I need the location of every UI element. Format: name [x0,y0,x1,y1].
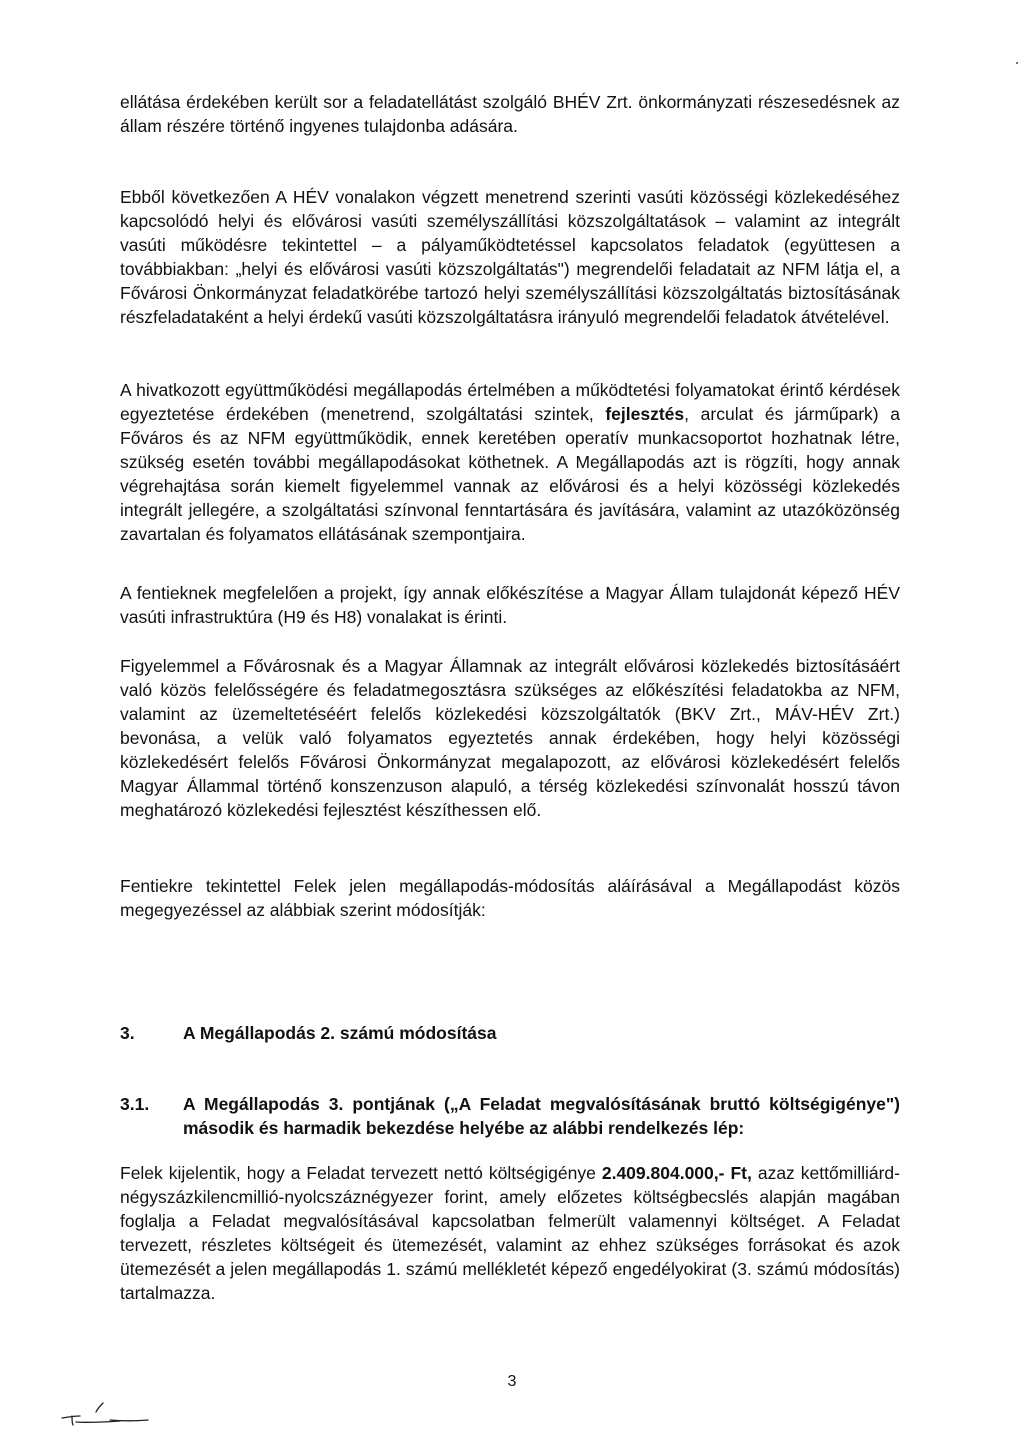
paragraph-2-text-start: A hivatkozott együttműködési megállapodás értelmében a működtetési folyamatokat érintő kérdések egyeztetése érdekében (menetrend, szolgáltatási szintek, [120,380,900,424]
paragraph-6-text-end: azaz kettőmilliárd-négyszázkilencmillió-nyolcszáznégyezer forint, amely előzetes költségbecslés alapján magában foglalja a Feladat megvalósításával kapcsolatban felmerült valamennyi költséget. A Feladat tervezett, részletes költségeit és ütemezését, valamint az ehhez szükséges forrásokat és azok ütemezését a jelen megállapodás 1. számú mellékletét képező engedélyokirat (3. számú módosítás) tartalmazza. [120,1163,900,1303]
paragraph-5-text: Fentiekre tekintettel Felek jelen megállapodás-módosítás aláírásával a Megállapodást közös megegyezéssel az alábbiak szerint módosítják: [120,876,900,920]
paragraph-project [120,581,900,629]
paragraph-4-text: Figyelemmel a Fővárosnak és a Magyar Államnak az integrált elővárosi közlekedés biztosításáért való közös felelősségére és feladatmegosztásra szükséges az előkészítési feladatokba az NFM, valamint az üzemeltetéséért felelős közlekedési közszolgáltatók (BKV Zrt., MÁV-HÉV Zrt.) bevonása, a velük való folyamatos egyeztetés annak érdekében, hogy helyi közösségi közlekedésért felelős Fővárosi Önkormányzat megalapozott, az elővárosi közlekedésért felelős Magyar Állammal történő konszenzuson alapuló, a térség közlekedési színvonalát hosszú távon meghatározó közlekedési fejlesztést készíthessen elő. [120,656,900,820]
paragraph-responsibility-shared [120,654,900,822]
paragraph-1-text: Ebből következően A HÉV vonalakon végzett menetrend szerinti vasúti közösségi közlekedéséhez kapcsolódó helyi és elővárosi vasúti személyszállítási közszolgáltatások – valamint az integrált vasúti működésre tekintettel – a pályaműködtetéssel kapcsolatos feladatok (együttesen a továbbiakban: „helyi és elővárosi vasúti közszolgáltatás") megrendelői feladatait az NFM látja el, a Fővárosi Önkormányzat feladatkörébe tartozó helyi személyszállítási közszolgáltatás biztosításának részfeladataként a helyi érdekű vasúti közszolgáltatásra irányuló megrendelői feladatok átvételével. [120,187,900,327]
intro-paragraph [120,90,900,138]
paragraph-2 [120,378,900,546]
scan-speck [1016,62,1018,64]
paragraph-agreement-amendment [120,874,900,922]
handwritten-initials [60,1390,150,1426]
cost-amount: 2.409.804.000,- Ft, [601,1163,752,1183]
paragraph-2-bold: fejlesztés [605,404,685,424]
section-heading [120,1021,900,1045]
paragraph-6 [120,1161,900,1305]
subsection-number: 3.1. [120,1094,150,1114]
subsection-title: A Megállapodás 3. pontjának („A Feladat megvalósításának bruttó költségigénye") második és harmadik bekezdése helyébe az alábbi rendelkezés lép: [183,1094,900,1138]
paragraph-2-text-end: , arculat és járműpark) a Főváros és az NFM együttműködik, ennek keretében operatív munkacsoportot hozhatnak létre, szükség esetén további megállapodásokat köthetnek. A Megállapodás azt is rögzíti, hogy annak végrehajtása során kiemelt figyelemmel vannak az elővárosi és a helyi közösségi közlekedés integrált jellegére, a szolgáltatási színvonal fenntartására és javítására, valamint az utazóközönség zavartalan és folyamatos ellátásának szempontjaira. [120,404,900,544]
subsection-heading [120,1092,900,1164]
paragraph-cooperation [120,378,900,546]
paragraph-3-text: A fentieknek megfelelően a projekt, így annak előkészítése a Magyar Állam tulajdonát képező HÉV vasúti infrastruktúra (H9 és H8) vonalakat is érinti. [120,583,900,627]
paragraph-cost [120,1161,900,1305]
paragraph-responsibilities [120,185,900,329]
section-title: A Megállapodás 2. számú módosítása [183,1023,497,1043]
section-number: 3. [120,1023,135,1043]
paragraph-6-text-start: Felek kijelentik, hogy a Feladat tervezett nettó költségigénye [120,1163,602,1183]
page-number: 3 [507,1373,517,1390]
intro-text: ellátása érdekében került sor a feladatellátást szolgáló BHÉV Zrt. önkormányzati részesedésnek az állam részére történő ingyenes tulajdonba adására. [120,92,900,136]
